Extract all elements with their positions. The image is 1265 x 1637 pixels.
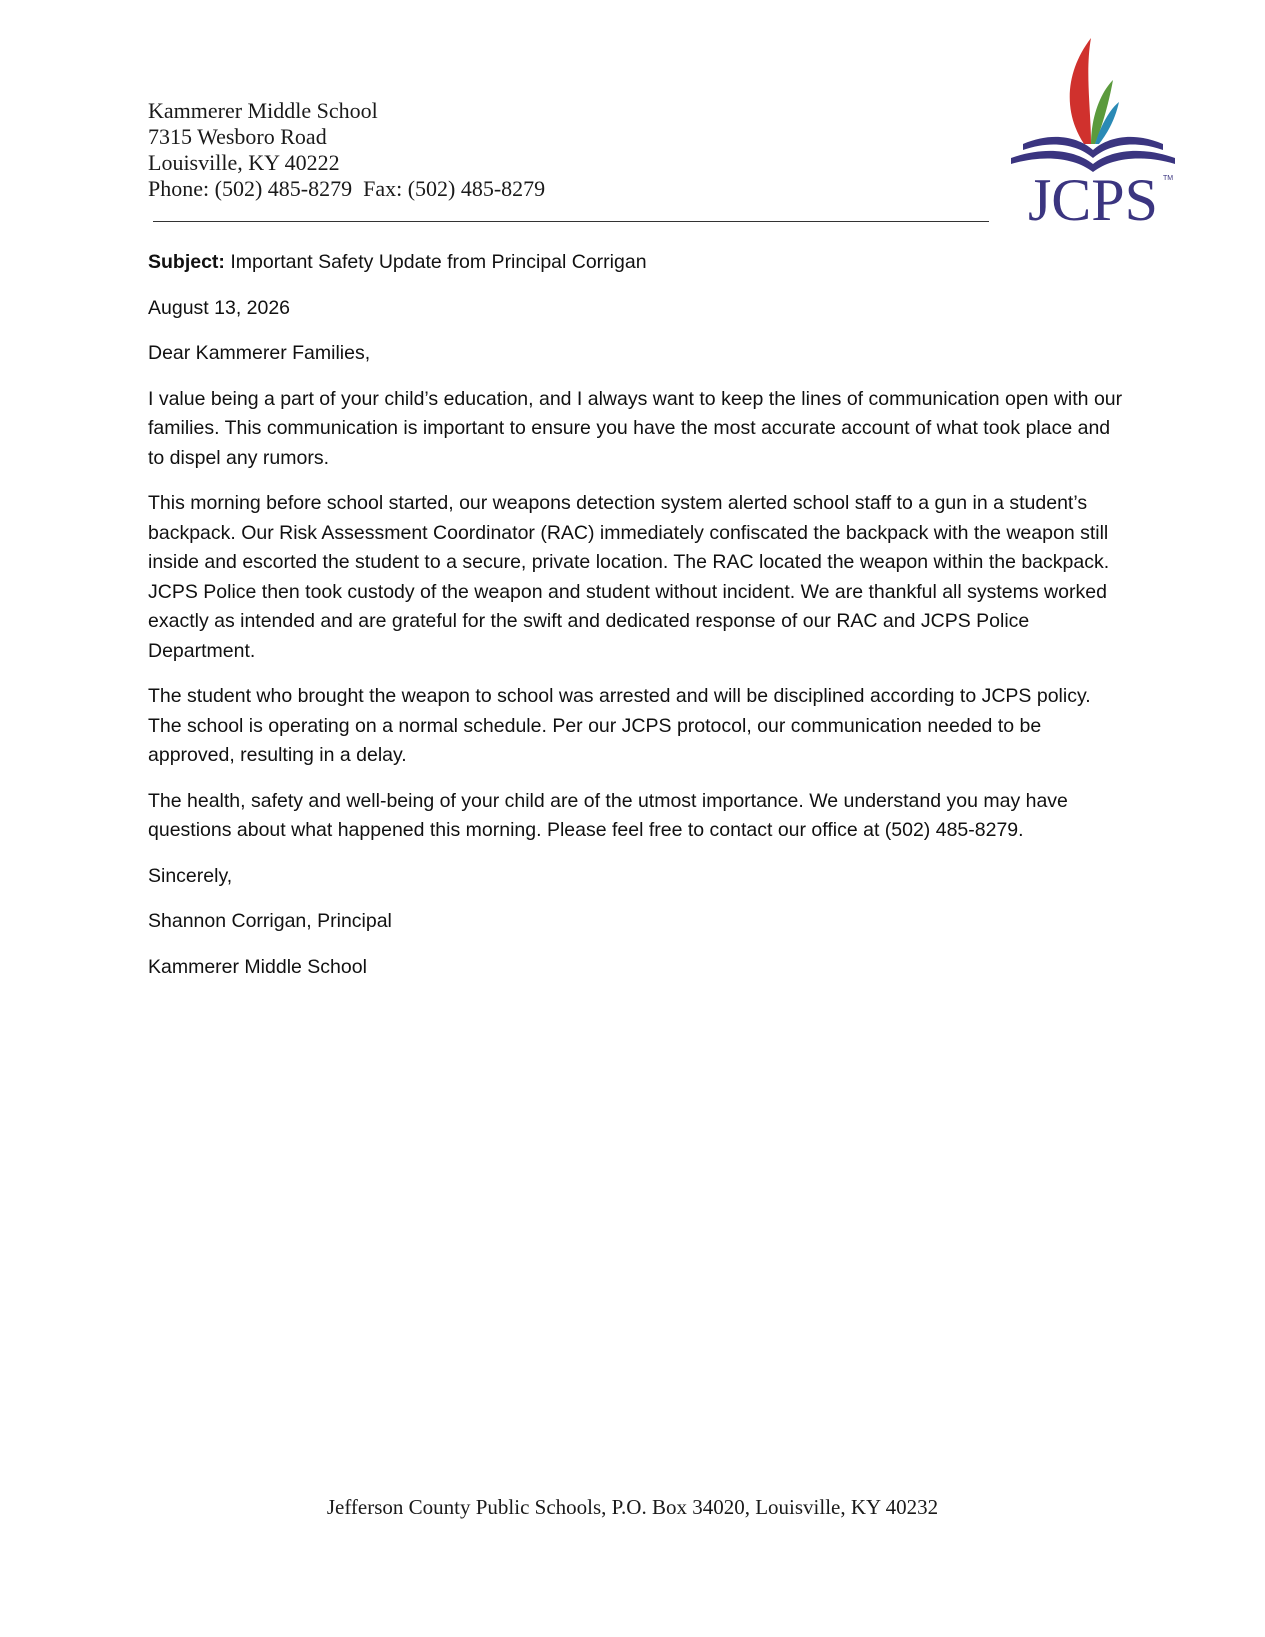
logo-trademark: TM [1163, 175, 1174, 182]
city-state-zip: Louisville, KY 40222 [148, 150, 340, 175]
subject-text: Important Safety Update from Principal Corrigan [224, 251, 647, 273]
salutation: Dear Kammerer Families, [148, 342, 371, 364]
jcps-logo [1005, 32, 1190, 232]
subject-line [148, 248, 1128, 278]
school-name: Kammerer Middle School [148, 98, 378, 123]
page-footer: Jefferson County Public Schools, P.O. Box 34020, Louisville, KY 40232 [326, 1495, 939, 1519]
paragraph-incident: This morning before school started, our weapons detection system alerted school staff to a gun in a student’s backpack. Our Risk Assessment Coordinator (RAC) immediately confiscated the backpack with the weapon still inside and escorted the student to a secure, private location. The RAC located the weapon within the backpack. JCPS Police then took custody of the weapon and student without incident. We are thankful all systems worked exactly as intended and are grateful for the swift and dedicated response of our RAC and JCPS Police Department. [148, 492, 1110, 662]
paragraph-contact: The health, safety and well-being of your child are of the utmost importance. We understand you may have questions about what happened this morning. Please feel free to contact our office at (502) 485-8279. [148, 789, 1068, 841]
subject-label: Subject: [148, 251, 225, 273]
paragraph-outcome: The student who brought the weapon to school was arrested and will be disciplined according to JCPS policy. The school is operating on a normal schedule. Per our JCPS protocol, our communication needed to be approved, resulting in a delay. [148, 685, 1091, 766]
letter-date: August 13, 2026 [148, 296, 291, 319]
logo-wordmark: JCPS [1027, 167, 1159, 232]
signer-school: Kammerer Middle School [148, 955, 367, 978]
jcps-logo-graphic [1005, 32, 1190, 232]
letterhead-address [148, 98, 545, 202]
flame-red-shape [1070, 38, 1091, 144]
street-address: 7315 Wesboro Road [148, 124, 327, 149]
closing: Sincerely, [148, 864, 233, 887]
letter-body [148, 248, 1128, 998]
phone-fax: Phone: (502) 485-8279 Fax: (502) 485-8279 [148, 176, 546, 201]
header-divider [153, 221, 989, 222]
paragraph-intro: I value being a part of your child’s education, and I always want to keep the lines of communication open with our families. This communication is important to ensure you have the most accurate account of what took place and to dispel any rumors. [148, 387, 1123, 469]
signer-name: Shannon Corrigan, Principal [148, 910, 392, 932]
